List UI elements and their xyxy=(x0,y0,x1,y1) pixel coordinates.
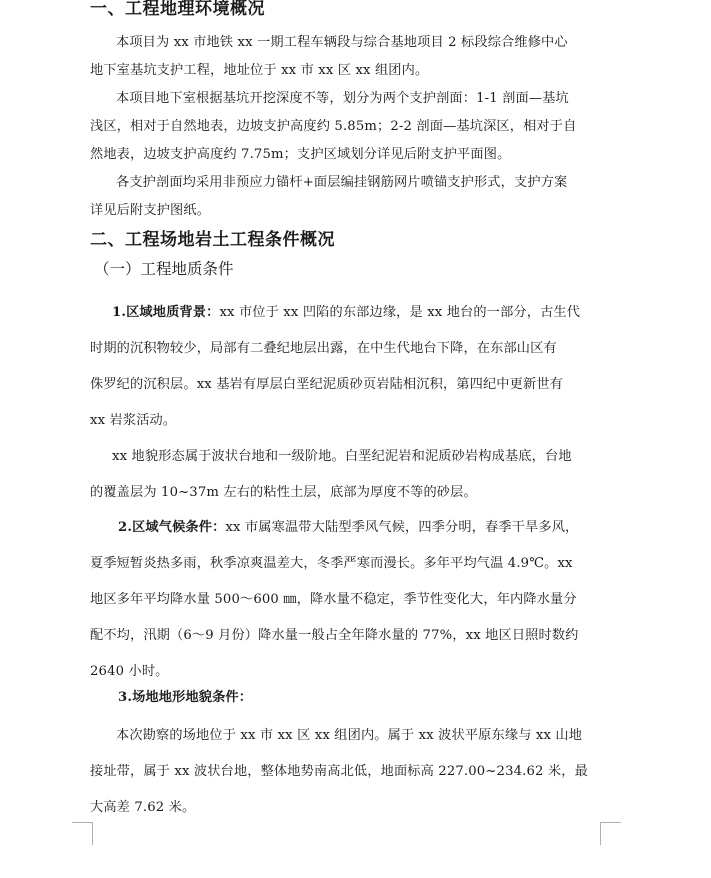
paragraph-line: xx 地貌形态属于波状台地和一级阶地。白垩纪泥岩和泥质砂岩构成基底，台地 xyxy=(112,449,572,464)
page-margin-marker-right xyxy=(600,822,621,845)
paragraph-line: 的覆盖层为 10~37m 左右的粘性土层，底部为厚度不等的砂层。 xyxy=(90,485,477,500)
heading-geotechnical-conditions: 二、工程场地岩土工程条件概况 xyxy=(90,230,335,250)
paragraph-line: 本次勘察的场地位于 xx 市 xx 区 xx 组团内。属于 xx 波状平原东缘与 xx 山地 xyxy=(116,728,583,743)
page-margin-marker-left xyxy=(72,822,93,845)
paragraph-line: 然地表，边坡支护高度约 7.75m；支护区域划分详见后附支护平面图。 xyxy=(90,147,511,162)
heading-geographic-environment: 一、工程地理环境概况 xyxy=(90,0,265,19)
item-title-regional-geology: 1.区域地质背景： xyxy=(112,305,220,320)
subheading-geological-conditions: （一）工程地质条件 xyxy=(94,260,234,278)
paragraph-line xyxy=(118,516,578,535)
paragraph-line: 本项目为 xx 市地铁 xx 一期工程车辆段与综合基地项目 2 标段综合维修中心 xyxy=(116,35,568,50)
paragraph-line: 地下室基坑支护工程，地址位于 xx 市 xx 区 xx 组团内。 xyxy=(90,63,429,78)
paragraph-line: 时期的沉积物较少，局部有二叠纪地层出露，在中生代地台下降，在东部山区有 xyxy=(90,341,557,356)
item-text: xx 市位于 xx 凹陷的东部边缘，是 xx 地台的一部分，古生代 xyxy=(219,305,581,320)
paragraph-line: 2640 小时。 xyxy=(90,664,169,679)
paragraph-line: 侏罗纪的沉积层。xx 基岩有厚层白垩纪泥质砂页岩陆相沉积，第四纪中更新世有 xyxy=(90,377,563,392)
paragraph-line: 详见后附支护图纸。 xyxy=(90,203,211,218)
paragraph-line: 配不均，汛期（6～9 月份）降水量一般占全年降水量的 77%，xx 地区日照时数约 xyxy=(90,628,579,643)
paragraph-line xyxy=(112,301,580,320)
paragraph-line: xx 岩浆活动。 xyxy=(90,413,177,428)
item-text: xx 市属寒温带大陆型季风气候，四季分明，春季干旱多风， xyxy=(225,520,579,535)
paragraph-line: 接址带，属于 xx 波状台地，整体地势南高北低，地面标高 227.00~234.62 米，最 xyxy=(90,764,588,779)
paragraph-line: 浅区，相对于自然地表，边坡支护高度约 5.85m；2-2 剖面—基坑深区，相对于自 xyxy=(90,119,577,134)
paragraph-line: 各支护剖面均采用非预应力锚杆+面层编挂钢筋网片喷锚支护形式，支护方案 xyxy=(116,175,568,190)
paragraph-line: 大高差 7.62 米。 xyxy=(90,800,196,815)
item-title-site-landform: 3.场地地形地貌条件： xyxy=(118,690,253,705)
paragraph-line: 本项目地下室根据基坑开挖深度不等，划分为两个支护剖面：1-1 剖面—基坑 xyxy=(116,91,569,106)
paragraph-line: 地区多年平均降水量 500～600 ㎜，降水量不稳定，季节性变化大，年内降水量分 xyxy=(90,592,577,607)
item-title-regional-climate: 2.区域气候条件： xyxy=(118,520,226,535)
paragraph-line: 夏季短暂炎热多雨，秋季凉爽温差大，冬季严寒而漫长。多年平均气温 4.9℃。xx xyxy=(90,556,573,571)
